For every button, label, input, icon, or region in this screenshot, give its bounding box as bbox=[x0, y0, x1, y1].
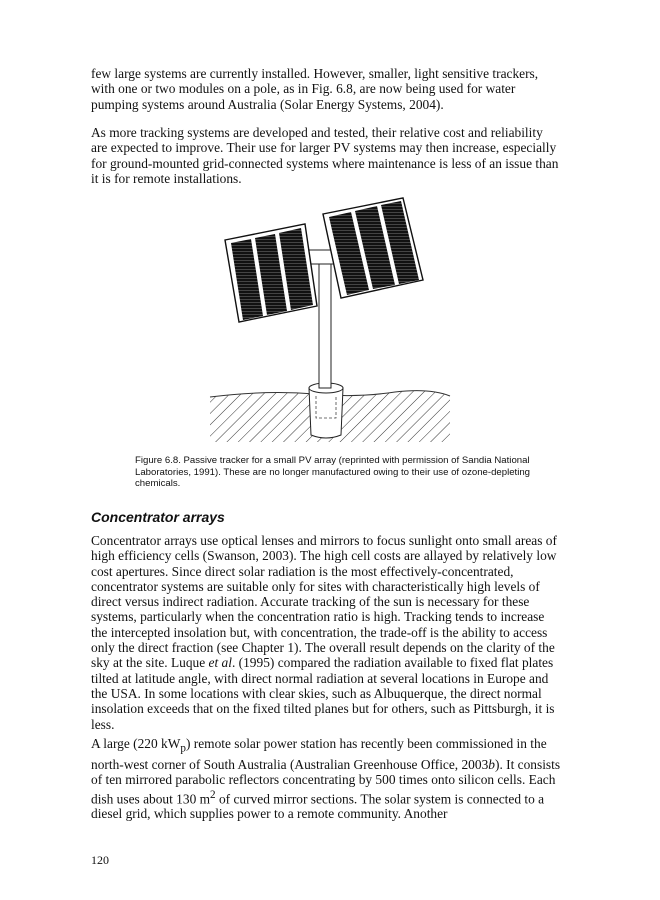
paragraph-text: few large systems are currently installed. However, smaller, light sensitive trackers, with one or two modules on a pole, as in Fig. 6.8, are now being used for water pumping systems around Australia (Solar Energy Systems, 2004). bbox=[91, 66, 539, 112]
subscript: p bbox=[180, 742, 186, 755]
paragraph-text bbox=[91, 533, 561, 732]
passive-tracker-illustration bbox=[205, 192, 455, 442]
paragraph-text: As more tracking systems are developed and tested, their relative cost and reliability are expected to improve. Their use for larger PV systems may then increase, especially for ground-mounted grid-connected systems where maintenance is less of an issue than it is for remote installations. bbox=[91, 125, 559, 186]
superscript: 2 bbox=[210, 788, 216, 801]
text-run: A large (220 kW bbox=[91, 736, 181, 751]
paragraph-concentrator bbox=[91, 533, 561, 740]
page-number: 120 bbox=[91, 853, 109, 867]
text-run: Concentrator arrays use optical lenses and mirrors to focus sunlight onto small areas of high efficiency cells (Swanson, 2003). The high cell costs are allayed by relatively low cost apertures. Since direct solar radiation is the most effectively-concentrated, concentrator systems are suitable only for sites with characteristically high levels of direct versus indirect radiation. Accurate tracking of the sun is necessary for these systems, particularly when the concentration ratio is high. Tracking tends to increase the intercepted insolation but, with concentration, the trade-off is the ability to access only the direct fraction (see Chapter 1). The overall result depends on the clarity of the sky at the site. Luque bbox=[91, 533, 557, 671]
text-run-italic: et al bbox=[208, 655, 232, 671]
text-run: ) remote solar power station has recently been commissioned in the north-west corner of South Australia (Australian Greenhouse Office, 2003 bbox=[91, 736, 547, 772]
figure-caption: Figure 6.8. Passive tracker for a small PV array (reprinted with permission of Sandia National Laboratories, 1991). These are no longer manufactured owing to their use of ozone-depleting chemicals. bbox=[135, 455, 531, 490]
text-run-italic: b bbox=[488, 756, 495, 772]
paragraph-trackers bbox=[91, 66, 561, 120]
tracker-pole bbox=[319, 262, 331, 388]
paragraph-text bbox=[91, 736, 561, 822]
right-solar-module bbox=[323, 198, 423, 298]
text-run: ). It consists of ten mirrored parabolic reflectors concentrating by 500 times onto silicon cells. Each dish uses about 130 m bbox=[91, 756, 561, 807]
text-run: of curved mirror sections. The solar system is connected to a diesel grid, which supplies power to a remote community. Another bbox=[91, 791, 545, 822]
paragraph-power-station bbox=[91, 736, 561, 830]
paragraph-tracking-cost bbox=[91, 125, 561, 194]
text-run: . (1995) compared the radiation available to fixed flat plates tilted at latitude angle, with direct normal radiation at several locations in Europe and the USA. In some locations with clear skies, such as Albuquerque, the direct normal insolation exceeds that on the fixed tilted planes but for others, such as Pittsburgh, it is less. bbox=[91, 655, 555, 732]
left-solar-module bbox=[225, 224, 317, 322]
section-heading: Concentrator arrays bbox=[91, 509, 225, 525]
concrete-footing bbox=[309, 383, 343, 438]
